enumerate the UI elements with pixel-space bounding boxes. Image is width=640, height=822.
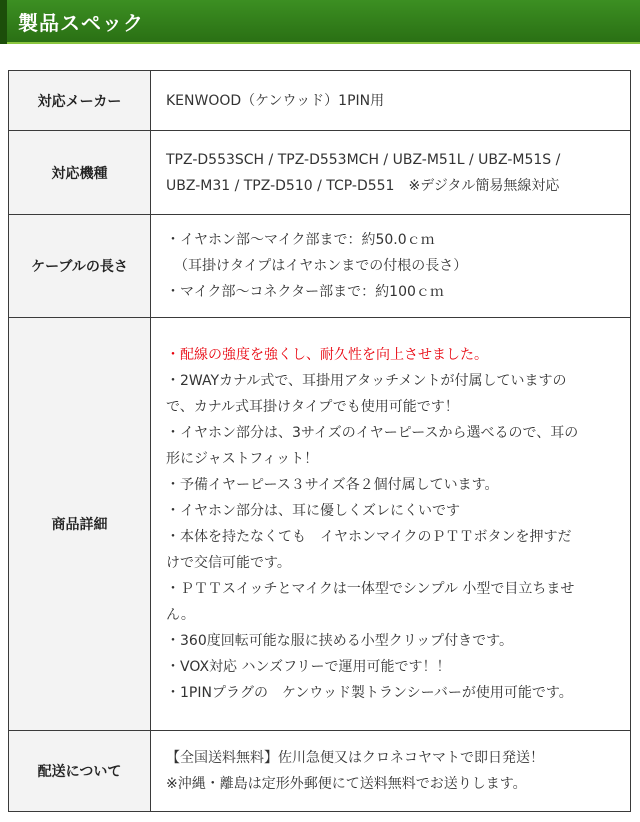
spec-value-shipping (151, 731, 631, 812)
value-line: ・VOX対応 ハンズフリーで運用可能です！！ (166, 659, 451, 675)
spec-table (8, 70, 631, 812)
spec-row-cable-length (9, 215, 631, 318)
spec-value-maker (151, 71, 631, 131)
value-line: ・イヤホン部～マイク部まで：約50.0ｃｍ (166, 232, 435, 248)
value-line: UBZ-M31 / TPZ-D510 / TCP-D551 ※デジタル簡易無線対応 (166, 177, 560, 194)
highlight-line: ・配線の強度を強くし、耐久性を向上させました。 (166, 347, 488, 363)
value-line: けで交信可能です。 (166, 555, 291, 571)
value-line: ※沖縄・離島は定形外郵便にて送料無料でお送りします。 (166, 776, 527, 792)
section-header-banner (0, 0, 640, 44)
value-line: （耳掛けタイプはイヤホンまでの付根の長さ） (174, 258, 468, 274)
value-line: 【全国送料無料】佐川急便又はクロネコヤマトで即日発送！ (166, 750, 544, 766)
value-line: ・2WAYカナル式で、耳掛用アタッチメントが付属していますの (166, 373, 567, 389)
value-line: で、カナル式耳掛けタイプでも使用可能です！ (166, 399, 459, 415)
value-line: ・1PINプラグの ケンウッド製トランシーバーが使用可能です。 (166, 685, 573, 701)
value-line: ・予備イヤーピース３サイズ各２個付属しています。 (166, 477, 499, 493)
value-line: ・イヤホン部分は、耳に優しくズレにくいです (166, 503, 460, 519)
spec-row-models (9, 131, 631, 215)
value-line: KENWOOD（ケンウッド）1PIN用 (166, 92, 385, 109)
value-line: 形にジャストフィット！ (166, 451, 319, 467)
spec-label-details: 商品詳細 (9, 318, 151, 731)
spec-row-details (9, 318, 631, 731)
spec-row-maker (9, 71, 631, 131)
spec-label-models: 対応機種 (9, 131, 151, 215)
value-line: ・ＰＴＴスイッチとマイクは一体型でシンプル 小型で目立ちませ (166, 581, 575, 597)
spec-value-cable-length (151, 215, 631, 318)
spec-value-details (151, 318, 631, 731)
spec-label-maker: 対応メーカー (9, 71, 151, 131)
value-line: ・本体を持たなくても イヤホンマイクのＰＴＴボタンを押すだ (166, 529, 572, 545)
header-accent-bar (0, 0, 7, 44)
section-title: 製品スペック (18, 11, 144, 35)
spec-label-cable-length: ケーブルの長さ (9, 215, 151, 318)
value-line: ・マイク部～コネクター部まで：約100ｃｍ (166, 284, 444, 300)
spec-row-shipping (9, 731, 631, 812)
value-line: ・360度回転可能な服に挟める小型クリップ付きです。 (166, 633, 514, 649)
value-line: ん。 (166, 607, 195, 623)
spec-value-models (151, 131, 631, 215)
value-line: TPZ-D553SCH / TPZ-D553MCH / UBZ-M51L / UBZ-M51S / (166, 151, 561, 168)
spec-label-shipping: 配送について (9, 731, 151, 812)
value-line: ・イヤホン部分は、3サイズのイヤーピースから選べるので、耳の (166, 425, 579, 441)
